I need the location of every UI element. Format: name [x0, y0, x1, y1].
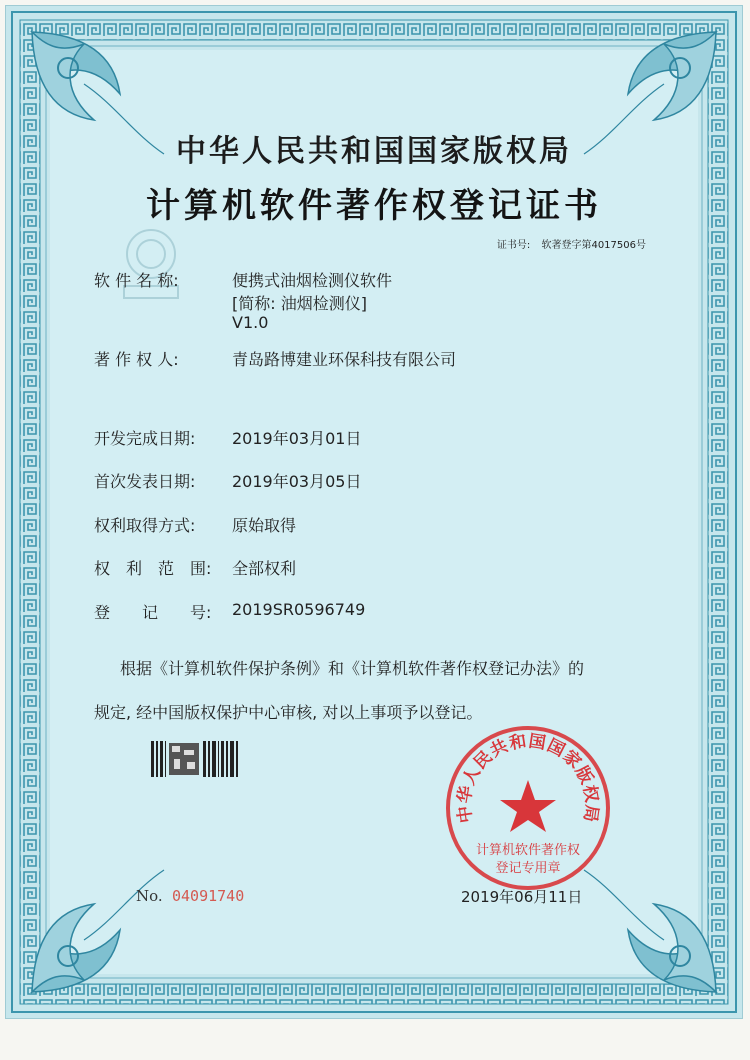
seal-line-2: 登记专用章: [495, 861, 561, 876]
rights-acquisition-value: 原始取得: [232, 516, 297, 535]
seal-star-icon: [500, 780, 556, 832]
software-name-value: 便携式油烟检测仪软件: [232, 271, 393, 290]
copyright-owner-value: 青岛路博建业环保科技有限公司: [232, 350, 457, 369]
seal-line-1: 计算机软件著作权: [475, 843, 581, 858]
issuing-authority-heading: 中华人民共和国国家版权局: [176, 134, 572, 169]
security-barcode: [151, 741, 239, 777]
registration-number-label: 登 记 号:: [94, 603, 212, 622]
certificate-number: [406, 236, 646, 251]
issue-date: 2019年06月11日: [461, 888, 583, 906]
seal-ring-text: 中华人民共和国国家版权局: [454, 731, 602, 825]
official-seal: [442, 722, 614, 894]
rights-scope-value: 全部权利: [232, 559, 297, 578]
first-publication-date-value: 2019年03月05日: [232, 472, 362, 491]
serial-number-value: 04091740: [172, 887, 245, 905]
rights-scope-label: 权 利 范 围:: [94, 559, 212, 578]
security-emblem-watermark: [116, 224, 186, 304]
certificate-number-value: 软著登字第4017506号: [541, 240, 646, 251]
registration-number-value: 2019SR0596749: [232, 600, 366, 619]
development-date-label: 开发完成日期:: [94, 429, 196, 448]
software-short-name-value: [简称: 油烟检测仪]: [232, 294, 367, 313]
statement-line-1: 根据《计算机软件保护条例》和《计算机软件著作权登记办法》的: [120, 659, 585, 678]
certificate: [6, 6, 742, 1018]
copyright-owner-label: 著 作 权 人:: [94, 350, 179, 369]
development-date-value: 2019年03月01日: [232, 429, 362, 448]
certificate-number-label: 证书号:: [496, 240, 531, 251]
corner-ornament-bottom-left: [24, 850, 174, 1000]
software-version-value: V1.0: [232, 313, 269, 332]
first-publication-date-label: 首次发表日期:: [94, 472, 196, 491]
serial-number-label: No.: [136, 887, 163, 905]
rights-acquisition-label: 权利取得方式:: [94, 516, 196, 535]
software-name-label: 软 件 名 称:: [94, 271, 179, 290]
certificate-title: 计算机软件著作权登记证书: [146, 186, 602, 226]
statement-line-2: 规定, 经中国版权保护中心审核, 对以上事项予以登记。: [94, 703, 483, 722]
